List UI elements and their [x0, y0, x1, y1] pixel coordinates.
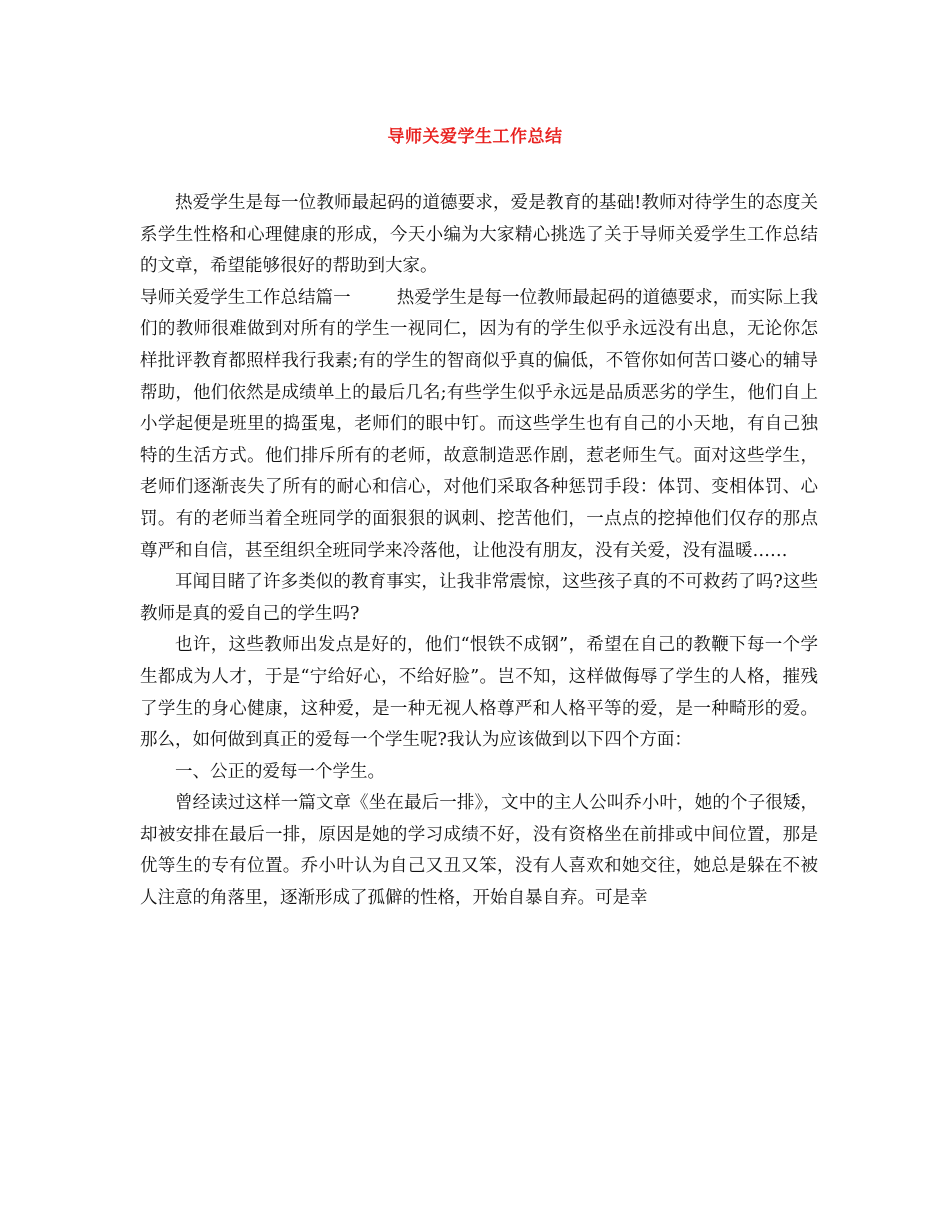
- section-one-text: 热爱学生是每一位教师最起码的道德要求，而实际上我们的教师很难做到对所有的学生一视同仁，因为有的学生似乎永远没有出息，无论你怎样批评教育都照样我行我素;有的学生的智商似乎真的偏低，不管你如何苦口婆心的辅导帮助，他们依然是成绩单上的最后几名;有些学生似乎永远是品质恶劣的学生，他们自上小学起便是班里的捣蛋鬼，老师们的眼中钉。而这些学生也有自己的小天地，有自己独特的生活方式。他们排斥所有的老师，故意制造恶作剧，惹老师生气。面对这些学生，老师们逐渐丧失了所有的耐心和信心，对他们采取各种惩罚手段：体罚、变相体罚、心罚。有的老师当着全班同学的面狠狠的讽刺、挖苦他们，一点点的挖掉他们仅存的那点尊严和自信，甚至组织全班同学来冷落他，让他没有朋友，没有关爱，没有温暖……: [140, 287, 819, 561]
- intro-paragraph: 热爱学生是每一位教师最起码的道德要求，爱是教育的基础!教师对待学生的态度关系学生性格和心理健康的形成，今天小编为大家精心挑选了关于导师关爱学生工作总结的文章，希望能够很好的帮助到大家。: [140, 193, 818, 277]
- section-one-heading: 导师关爱学生工作总结篇一: [140, 287, 351, 308]
- body-paragraph: 曾经读过这样一篇文章《坐在最后一排》，文中的主人公叫乔小叶，她的个子很矮，却被安排在最后一排，原因是她的学习成绩不好，没有资格坐在前排或中间位置，那是优等生的专有位置。乔小叶认为自己又丑又笨，没有人喜欢和她交往，她总是躲在不被人注意的角落里，逐渐形成了孤僻的性格，开始自暴自弃。可是幸: [140, 793, 818, 909]
- section-one-paragraph: [140, 283, 818, 567]
- body-paragraph: 耳闻目睹了许多类似的教育事实，让我非常震惊，这些孩子真的不可救药了吗?这些教师是真的爱自己的学生吗?: [140, 572, 818, 624]
- document-body: [140, 188, 818, 915]
- document-title: 导师关爱学生工作总结: [387, 127, 563, 147]
- body-paragraph: 也许，这些教师出发点是好的，他们“恨铁不成钢”，希望在自己的教鞭下每一个学生都成为人才，于是“宁给好心，不给好脸”。岂不知，这样做侮辱了学生的人格，摧残了学生的身心健康，这种爱，是一种无视人格尊严和人格平等的爱，是一种畸形的爱。那么，如何做到真正的爱每一个学生呢?我认为应该做到以下四个方面：: [140, 635, 818, 751]
- subheading-paragraph: 一、公正的爱每一个学生。: [175, 761, 385, 782]
